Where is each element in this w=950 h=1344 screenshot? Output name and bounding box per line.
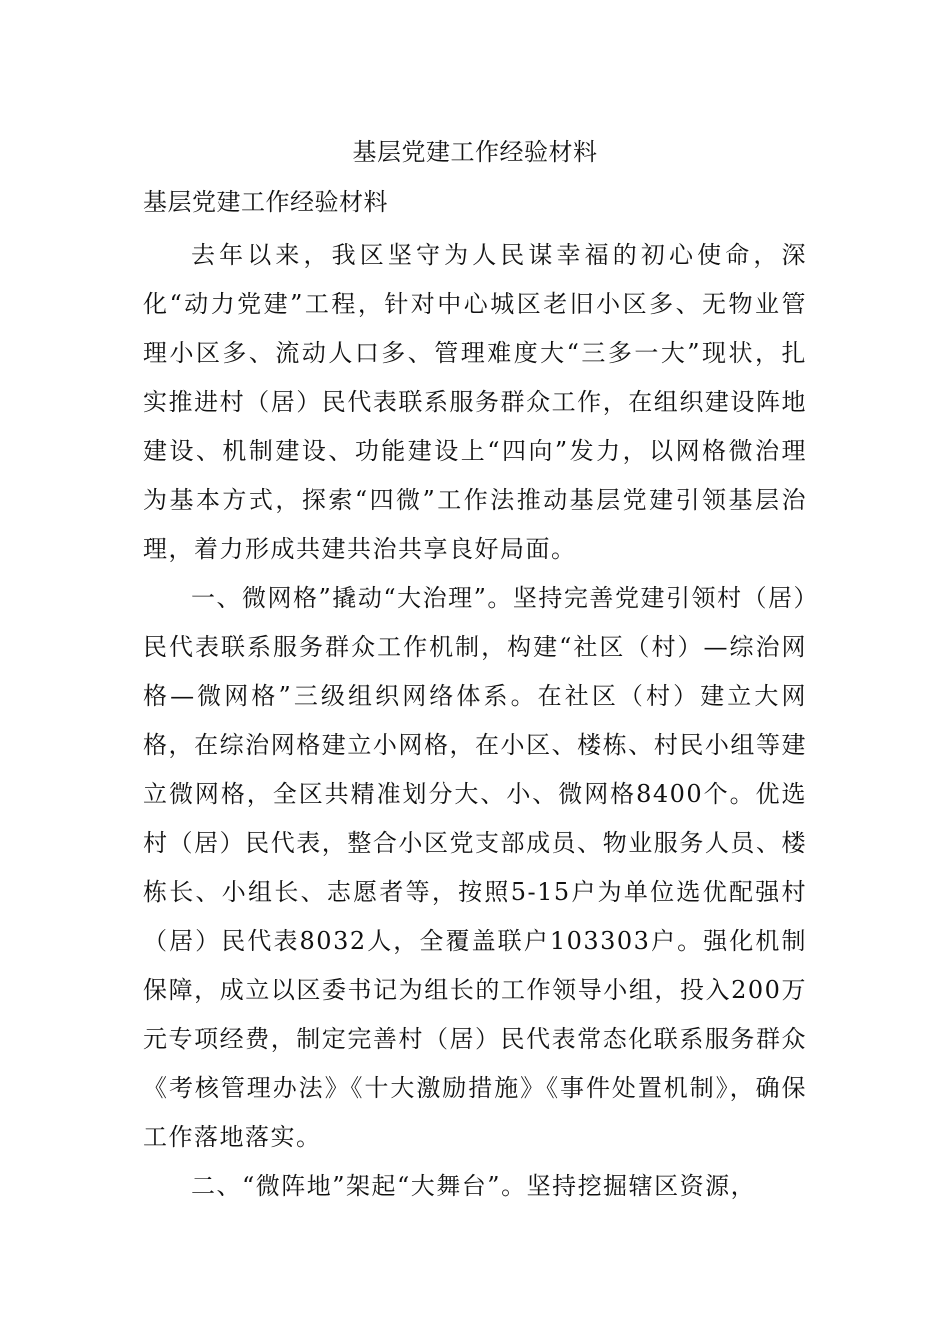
paragraph-intro: 去年以来，我区坚守为人民谋幸福的初心使命，深化“动力党建”工程，针对中心城区老旧小区多、无物业管理小区多、流动人口多、管理难度大“三多一大”现状，扎实推进村（居）民代表联系服务群众工作，在组织建设阵地建设、机制建设、功能建设上“四向”发力，以网格微治理为基本方式，探索“四微”工作法推动基层党建引领基层治理，着力形成共建共治共享良好局面。	[143, 241, 807, 563]
paragraph-section-two: 二、“微阵地”架起“大舞台”。坚持挖掘辖区资源，	[191, 1172, 757, 1200]
document-body	[143, 231, 807, 1211]
document-subtitle: 基层党建工作经验材料	[143, 188, 388, 216]
document-title: 基层党建工作经验材料	[352, 138, 598, 166]
paragraph-section-one: 一、微网格”撬动“大治理”。坚持完善党建引领村（居）民代表联系服务群众工作机制，构建“社区（村）—综治网格—微网格”三级组织网络体系。在社区（村）建立大网格，在综治网格建立小网格，在小区、楼栋、村民小组等建立微网格，全区共精准划分大、小、微网格8400个。优选村（居）民代表，整合小区党支部成员、物业服务人员、楼栋长、小组长、志愿者等，按照5-15户为单位选优配强村（居）民代表8032人，全覆盖联户103303户。强化机制保障，成立以区委书记为组长的工作领导小组，投入200万元专项经费，制定完善村（居）民代表常态化联系服务群众《考核管理办法》《十大激励措施》《事件处置机制》，确保工作落地落实。	[143, 584, 807, 1151]
